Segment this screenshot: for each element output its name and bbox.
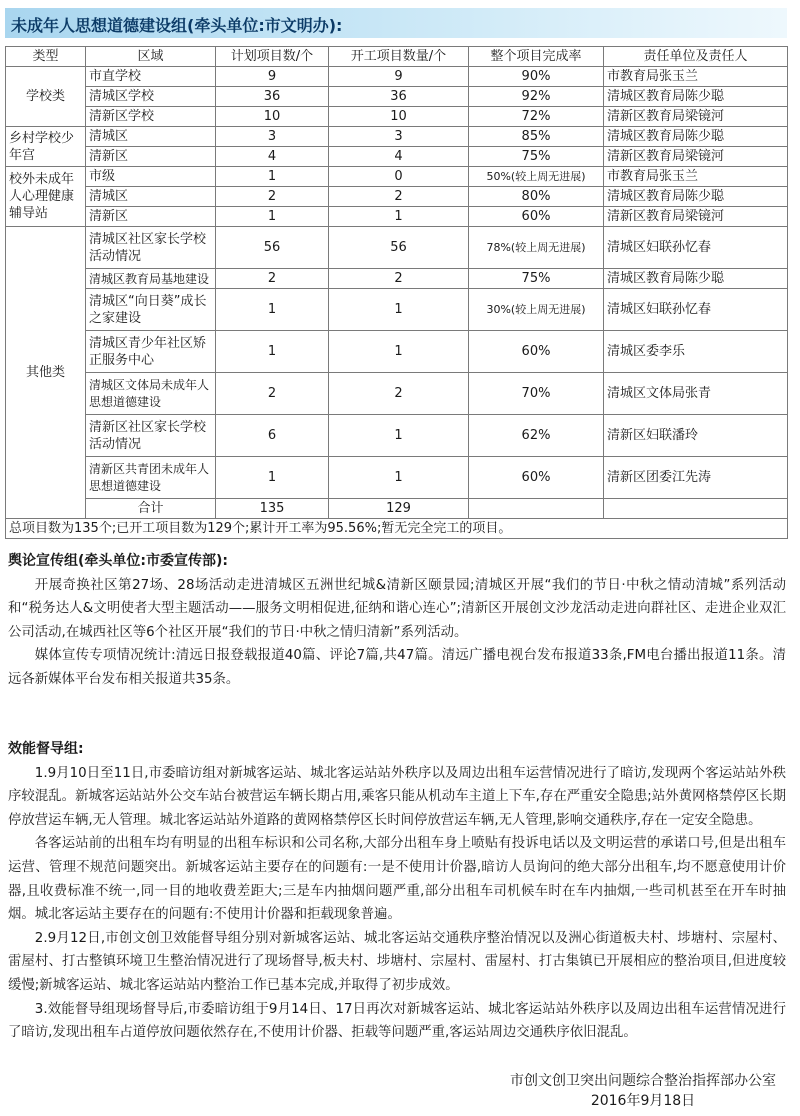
paragraph: 各客运站前的出租车均有明显的出租车标识和公司名称,大部分出租车身上喷贴有投诉电话以及文明运营的承诺口号,但是出租车运营、管理不规范问题突出。新城客运站主要存在的问题有:一是不使用计价器,暗访人员询问的绝大部分出租车,均不愿意使用计价器,且收费标准不统一,同一目的地收费差距大;三是车内抽烟问题严重,部分出租车司机候车时在车内抽烟,一些司机甚至在开车时抽烟。城北客运站主要存在的问题有:不使用计价器和拒载现象普遍。 <box>8 836 786 923</box>
area-cell: 市级 <box>86 167 216 187</box>
publicity-section <box>8 550 786 692</box>
completion-cell: 50%(较上周无进展) <box>469 167 604 187</box>
project-table <box>5 46 788 539</box>
planned-cell: 56 <box>216 227 329 269</box>
completion-cell: 92% <box>469 87 604 107</box>
total-completion <box>469 499 604 519</box>
completion-cell: 30%(较上周无进展) <box>469 289 604 331</box>
table-row <box>6 227 788 269</box>
area-cell: 清城区 <box>86 187 216 207</box>
planned-cell: 9 <box>216 67 329 87</box>
planned-cell: 4 <box>216 147 329 167</box>
completion-cell: 90% <box>469 67 604 87</box>
completion-cell: 70% <box>469 373 604 415</box>
header-type: 类型 <box>6 47 86 67</box>
paragraph: 3.效能督导组现场督导后,市委暗访组于9月14日、17日再次对新城客运站、城北客运站站外秩序以及周边出租车运营情况进行了暗访,发现出租车占道停放问题依然存在,不使用计价器、拒载等问题严重,客运站周边交通秩序依旧混乱。 <box>8 1001 786 1041</box>
table-row <box>6 373 788 415</box>
signature-block <box>510 1070 776 1110</box>
area-cell: 清城区“向日葵”成长之家建设 <box>86 289 216 331</box>
started-cell: 4 <box>329 147 469 167</box>
type-cell: 乡村学校少年宫 <box>6 127 86 167</box>
table-row <box>6 207 788 227</box>
started-cell: 2 <box>329 373 469 415</box>
planned-cell: 2 <box>216 187 329 207</box>
started-cell: 1 <box>329 457 469 499</box>
section3-title: 效能督导组: <box>8 741 84 757</box>
completion-cell: 60% <box>469 457 604 499</box>
planned-cell: 1 <box>216 289 329 331</box>
completion-cell: 78%(较上周无进展) <box>469 227 604 269</box>
started-cell: 1 <box>329 207 469 227</box>
planned-cell: 1 <box>216 331 329 373</box>
responsible-cell: 清新区团委江先涛 <box>604 457 788 499</box>
header-planned: 计划项目数/个 <box>216 47 329 67</box>
table-header-row <box>6 47 788 67</box>
planned-cell: 2 <box>216 373 329 415</box>
area-cell: 清城区文体局未成年人思想道德建设 <box>86 373 216 415</box>
planned-cell: 6 <box>216 415 329 457</box>
responsible-cell: 清新区妇联潘玲 <box>604 415 788 457</box>
planned-cell: 2 <box>216 269 329 289</box>
started-cell: 1 <box>329 331 469 373</box>
area-cell: 清城区青少年社区矫正服务中心 <box>86 331 216 373</box>
signature-org: 市创文创卫突出问题综合整治指挥部办公室 <box>510 1073 776 1089</box>
paragraph: 1.9月10日至11日,市委暗访组对新城客运站、城北客运站站外秩序以及周边出租车运营情况进行了暗访,发现两个客运站站外秩序较混乱。新城客运站站外公交车站台被营运车辆长期占用,乘客只能从机动车主道上下车,存在严重安全隐患;站外黄网格禁停区长期停放营运车辆,无人管理。城北客运站站外道路的黄网格禁停区长时间停放营运车辆,无人管理,影响交通秩序,存在一定安全隐患。 <box>8 765 786 828</box>
header-responsible: 责任单位及责任人 <box>604 47 788 67</box>
responsible-cell: 清城区教育局陈少聪 <box>604 87 788 107</box>
responsible-cell: 清城区妇联孙忆春 <box>604 227 788 269</box>
area-cell: 清新区社区家长学校活动情况 <box>86 415 216 457</box>
responsible-cell: 清城区教育局陈少聪 <box>604 187 788 207</box>
paragraph: 开展奇换社区第27场、28场活动走进清城区五洲世纪城&清新区颐景园;清城区开展“我们的节日·中秋之情动清城”系列活动和“税务达人&文明使者大型主题活动——服务文明相促进,征纳和谐心连心”;清新区开展创文沙龙活动走进向群社区、走进企业双汇公司活动,在城西社区等6个社区开展“我们的节日·中秋之情归清新”系列活动。 <box>8 577 786 640</box>
responsible-cell: 清城区文体局张青 <box>604 373 788 415</box>
planned-cell: 36 <box>216 87 329 107</box>
completion-cell: 60% <box>469 331 604 373</box>
total-row <box>6 499 788 519</box>
started-cell: 2 <box>329 187 469 207</box>
area-cell: 清城区社区家长学校活动情况 <box>86 227 216 269</box>
signature-date: 2016年9月18日 <box>590 1093 696 1109</box>
responsible-cell: 清城区委李乐 <box>604 331 788 373</box>
table-row <box>6 87 788 107</box>
completion-cell: 60% <box>469 207 604 227</box>
area-cell: 清新区 <box>86 147 216 167</box>
table-row <box>6 269 788 289</box>
area-cell: 清城区学校 <box>86 87 216 107</box>
responsible-cell: 清新区教育局梁镜河 <box>604 107 788 127</box>
table-row <box>6 331 788 373</box>
completion-cell: 62% <box>469 415 604 457</box>
type-cell: 校外未成年人心理健康辅导站 <box>6 167 86 227</box>
planned-cell: 1 <box>216 207 329 227</box>
started-cell: 3 <box>329 127 469 147</box>
table-row <box>6 289 788 331</box>
planned-cell: 1 <box>216 167 329 187</box>
responsible-cell: 市教育局张玉兰 <box>604 67 788 87</box>
area-cell: 清城区 <box>86 127 216 147</box>
table-summary: 总项目数为135个;已开工项目数为129个;累计开工率为95.56%;暂无完全完工的项目。 <box>6 519 788 539</box>
total-started: 129 <box>329 499 469 519</box>
responsible-cell: 清新区教育局梁镜河 <box>604 147 788 167</box>
started-cell: 2 <box>329 269 469 289</box>
area-cell: 清新区学校 <box>86 107 216 127</box>
type-cell: 其他类 <box>6 227 86 519</box>
supervision-section <box>8 738 786 1045</box>
paragraph: 2.9月12日,市创文创卫效能督导组分别对新城客运站、城北客运站交通秩序整治情况以及洲心街道板夫村、埗塘村、宗屋村、雷屋村、打古整镇环境卫生整治情况进行了现场督导,板夫村、埗塘村、宗屋村、雷屋村、打古集镇已开展相应的整治项目,但进度较缓慢;新城客运站、城北客运站站内整治工作已基本完成,并取得了初步成效。 <box>8 930 786 993</box>
table-row <box>6 167 788 187</box>
responsible-cell: 清城区教育局陈少聪 <box>604 127 788 147</box>
started-cell: 10 <box>329 107 469 127</box>
table-row <box>6 107 788 127</box>
paragraph: 媒体宣传专项情况统计:清远日报登载报道40篇、评论7篇,共47篇。清远广播电视台发布报道33条,FM电台播出报道11条。清远各新媒体平台发布相关报道共35条。 <box>8 648 786 687</box>
section-title-bar <box>5 8 787 38</box>
started-cell: 36 <box>329 87 469 107</box>
table-row <box>6 457 788 499</box>
completion-cell: 72% <box>469 107 604 127</box>
completion-cell: 75% <box>469 269 604 289</box>
responsible-cell: 清新区教育局梁镜河 <box>604 207 788 227</box>
type-cell: 学校类 <box>6 67 86 127</box>
header-completion: 整个项目完成率 <box>469 47 604 67</box>
responsible-cell: 清城区教育局陈少聪 <box>604 269 788 289</box>
total-responsible <box>604 499 788 519</box>
planned-cell: 10 <box>216 107 329 127</box>
table-row <box>6 415 788 457</box>
header-started: 开工项目数量/个 <box>329 47 469 67</box>
header-area: 区域 <box>86 47 216 67</box>
summary-row <box>6 519 788 539</box>
section2-title: 舆论宣传组(牵头单位:市委宣传部): <box>8 553 228 569</box>
completion-cell: 85% <box>469 127 604 147</box>
started-cell: 9 <box>329 67 469 87</box>
table-row <box>6 67 788 87</box>
area-cell: 清城区教育局基地建设 <box>86 269 216 289</box>
responsible-cell: 市教育局张玉兰 <box>604 167 788 187</box>
total-label: 合计 <box>86 499 216 519</box>
started-cell: 1 <box>329 415 469 457</box>
started-cell: 0 <box>329 167 469 187</box>
area-cell: 市直学校 <box>86 67 216 87</box>
planned-cell: 1 <box>216 457 329 499</box>
section1-title: 未成年人思想道德建设组(牵头单位:市文明办): <box>11 16 343 35</box>
total-planned: 135 <box>216 499 329 519</box>
table-row <box>6 187 788 207</box>
planned-cell: 3 <box>216 127 329 147</box>
started-cell: 1 <box>329 289 469 331</box>
table-row <box>6 127 788 147</box>
started-cell: 56 <box>329 227 469 269</box>
area-cell: 清新区共青团未成年人思想道德建设 <box>86 457 216 499</box>
completion-cell: 80% <box>469 187 604 207</box>
area-cell: 清新区 <box>86 207 216 227</box>
completion-cell: 75% <box>469 147 604 167</box>
table-row <box>6 147 788 167</box>
responsible-cell: 清城区妇联孙忆春 <box>604 289 788 331</box>
